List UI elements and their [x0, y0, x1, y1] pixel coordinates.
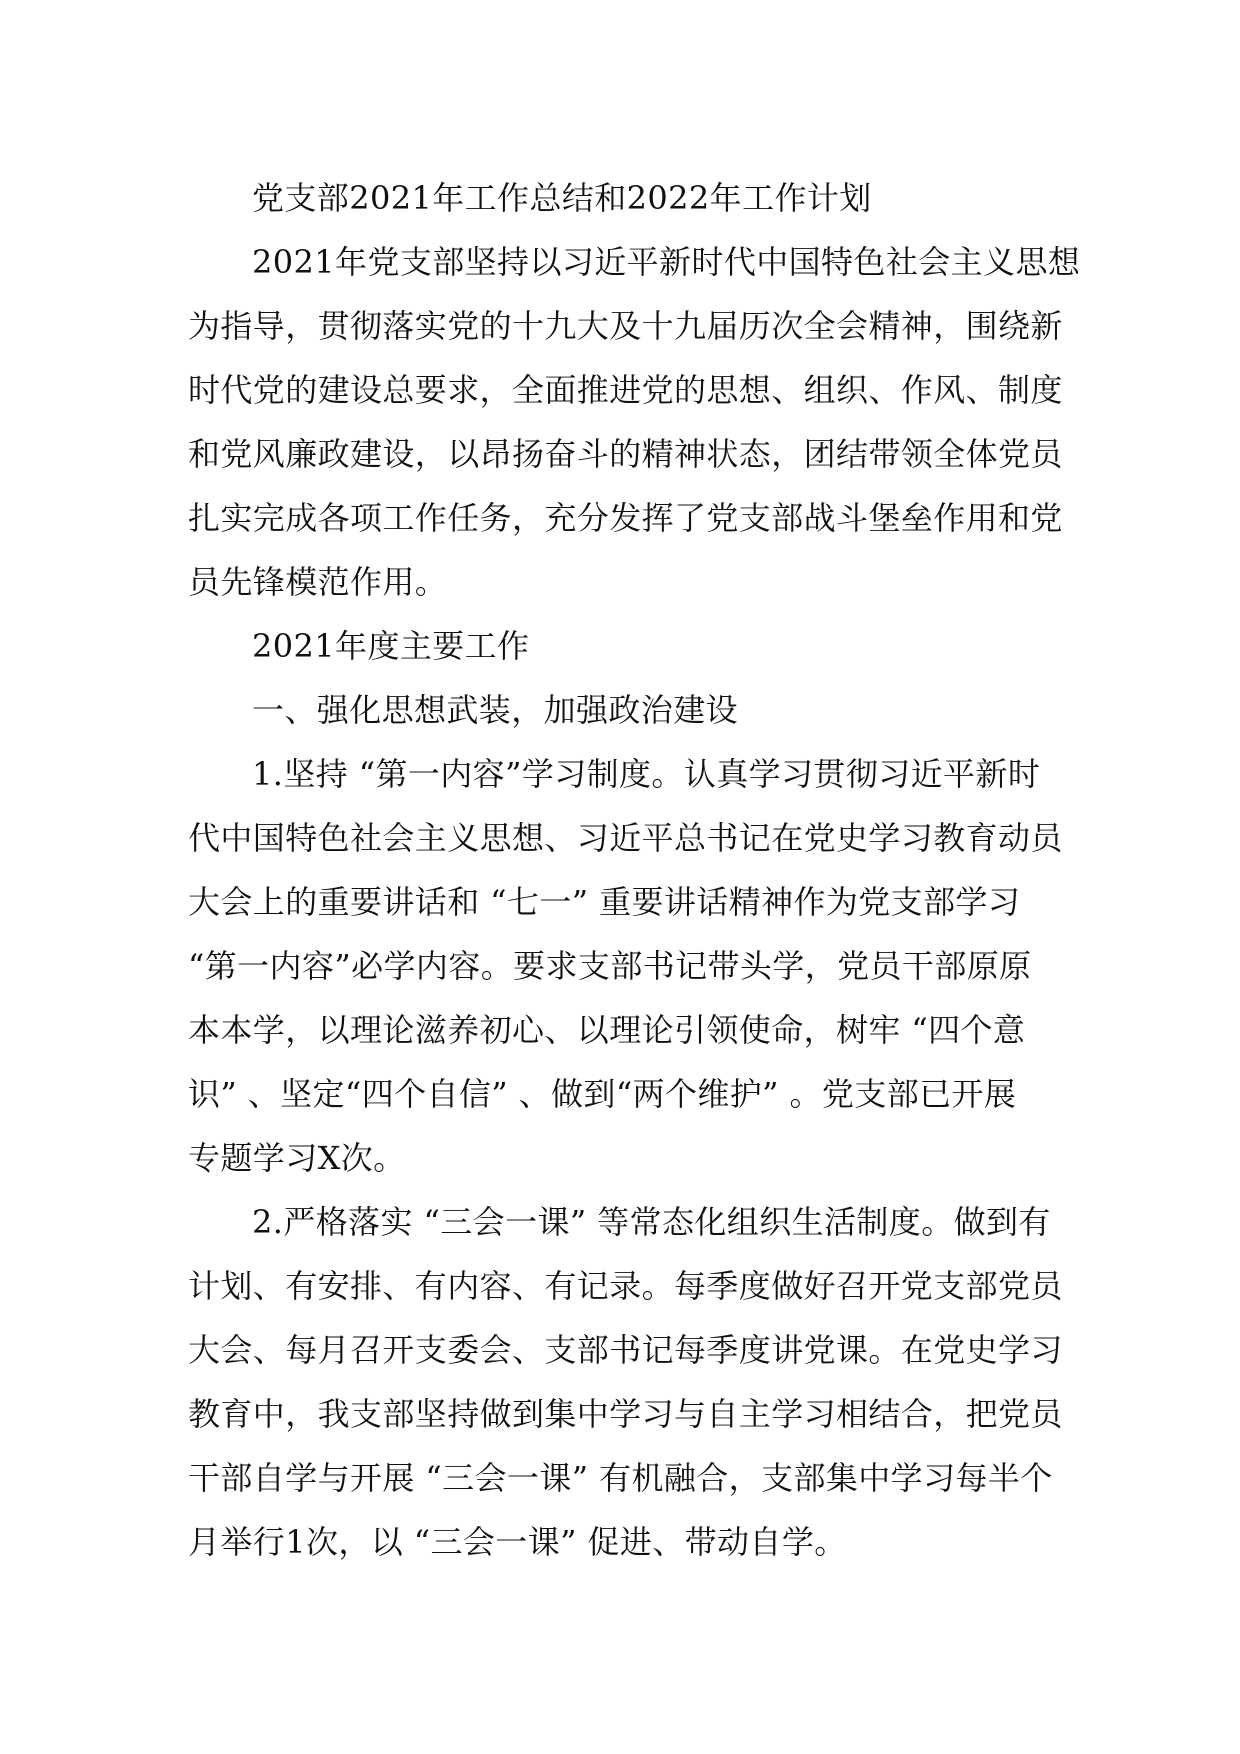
paragraph-line: 计划、有安排、有内容、有记录。每季度做好召开党支部党员: [188, 1267, 1063, 1305]
intro-paragraph: [188, 230, 1081, 614]
paragraph-line: 2021年党支部坚持以习近平新时代中国特色社会主义思想: [252, 243, 1081, 281]
paragraph-line: 员先锋模范作用。: [188, 563, 448, 601]
paragraph-line: 专题学习X次。: [188, 1139, 406, 1177]
paragraph-line: 识” 、坚定“四个自信” 、做到“两个维护” 。党支部已开展: [188, 1075, 1017, 1113]
paragraph-line: 大会上的重要讲话和 “七一” 重要讲话精神作为党支部学习: [188, 883, 1021, 921]
paragraph-line: 时代党的建设总要求，全面推进党的思想、组织、作风、制度: [188, 371, 1063, 409]
paragraph-line: 扎实完成各项工作任务，充分发挥了党支部战斗堡垒作用和党: [188, 499, 1063, 537]
document-title: 党支部2021年工作总结和2022年工作计划: [252, 179, 872, 217]
paragraph-line: 代中国特色社会主义思想、习近平总书记在党史学习教育动员: [188, 819, 1063, 857]
paragraph-line: 本本学，以理论滋养初心、以理论引领使命，树牢 “四个意: [188, 1011, 1026, 1049]
paragraph-line: “第一内容”必学内容。要求支部书记带头学，党员干部原原: [188, 947, 1032, 985]
paragraph-line: 干部自学与开展 “三会一课” 有机融合，支部集中学习每半个: [188, 1459, 1053, 1497]
document-body: [188, 166, 1081, 1574]
subheading: 一、强化思想武装，加强政治建设: [252, 691, 739, 729]
paragraph-line: 和党风廉政建设，以昂扬奋斗的精神状态，团结带领全体党员: [188, 435, 1063, 473]
paragraph-line: 月举行1次，以 “三会一课” 促进、带动自学。: [188, 1523, 847, 1561]
item-2-paragraph: [188, 1190, 1063, 1574]
paragraph-line: 2.严格落实 “三会一课” 等常态化组织生活制度。做到有: [252, 1203, 1051, 1241]
section-heading: 2021年度主要工作: [252, 627, 530, 665]
paragraph-line: 为指导，贯彻落实党的十九大及十九届历次全会精神，围绕新: [188, 307, 1063, 345]
paragraph-line: 教育中，我支部坚持做到集中学习与自主学习相结合，把党员: [188, 1395, 1063, 1433]
paragraph-line: 1.坚持 “第一内容”学习制度。认真学习贯彻习近平新时: [252, 755, 1041, 793]
item-1-paragraph: [188, 742, 1063, 1190]
paragraph-line: 大会、每月召开支委会、支部书记每季度讲党课。在党史学习: [188, 1331, 1063, 1369]
